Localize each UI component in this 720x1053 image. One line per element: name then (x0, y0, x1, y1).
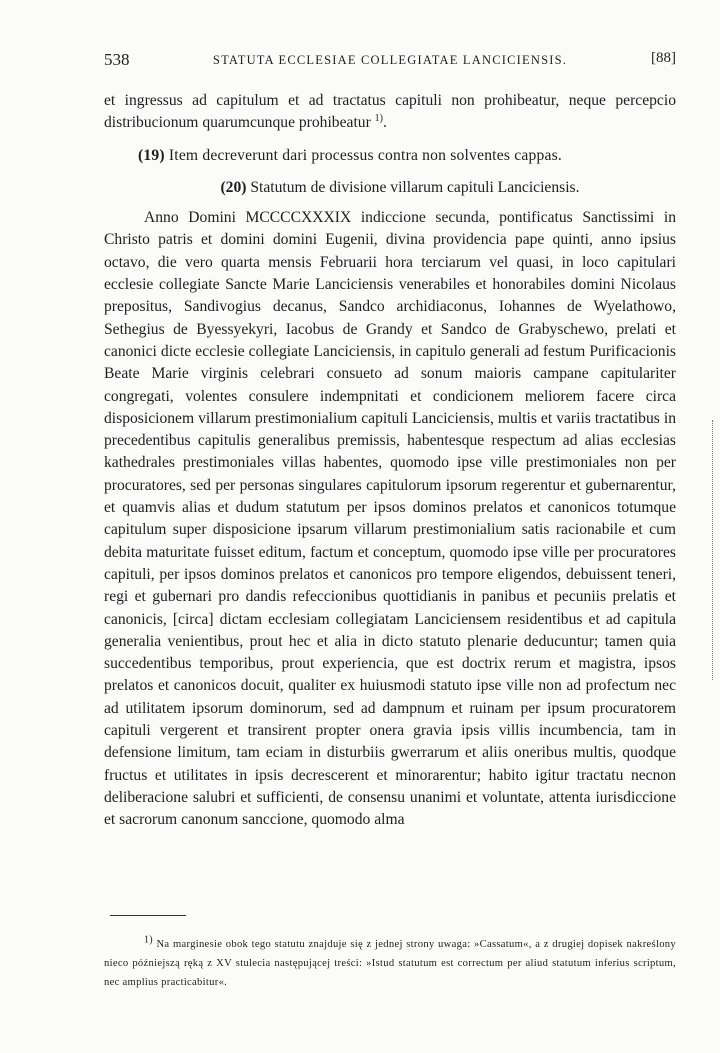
scan-edge-marks (712, 420, 716, 680)
page-number: 538 (104, 50, 130, 69)
section-heading-20: (20) Statutum de divisione villarum capituli Lanciciensis. (220, 178, 580, 196)
statute-paragraph: Anno Domini MCCCCXXXIX indiccione secunda, pontificatus Sanctissimi in Christo patris et domini domini Eugenii, divina providencia pape quinti, anno ipsius octavo, die vero quarta mensis Februarii hora terciarum vel quasi, in loco capitulari ecclesie collegiate Sancte Marie Lanciciensis venerabiles et honorabiles domini Nicolaus prepositus, Sandivogius decanus, Sandco archidiaconus, Iohannes de Wyelathowo, Sethegius de Byessyekyri, Iacobus de Grandy et Sandco de Grabyschewo, prelati et canonici dicte ecclesie collegiate Lanciciensis, in capitulo generali ad festum Purificacionis Beate Marie virginis celebrari consueto ad sonum maioris campane capitulariter congregati, volentes consulere indempnitati et condicionem meliorem facere circa disposicionem villarum prestimonialium capituli Lanciciensis, multis et variis tractatibus in precedentibus capitulis generalibus premissis, habentesque respectum ad alias ecclesias kathedrales prestimoniales villas habentes, quomodo ipse ville prestimoniales non per procuratores, sed per personas singulares capitulorum ipsorum regerentur et gubernarentur, et quamvis alias et dudum statutum per ipsos dominos prelatos et canonicos totumque capitulum super disposicione ipsarum villarum prestimonialium satis racionabile et cum debita maturitate fuisset editum, factum et conceptum, quomodo ipse ville per procuratores capituli, per ipsos dominos prelatos et canonicos pro tempore eligendos, debuissent teneri, regi et gubernari pro dandis refeccionibus quottidianis in panibus et pecuniis prelatis et canonicis, [circa] dictam ecclesiam collegiatam Lanciciensem residentibus et ad capitula generalia venientibus, prout hec et alia in dicto statuto plenarie deducuntur; tamen quia succedentibus temporibus, prout experiencia, que est doctrix rerum et magistra, ipsos prelatos et canonicos docuit, qualiter ex huiusmodi statuto ipse ville non ad profectum nec ad utilitatem ipsorum dominorum, sed ad dampnum et ruinam per ipsum procuratorem capituli vergerent et transirent propter onera gravia ipsis villis incumbencia, tam in defensione limitum, tam eciam in disturbiis gwerrarum et aliis oneribus multis, quodque fructus et utilitates in ipsis decrescerent et minorarentur; habito igitur tractatu necnon deliberacione salubri et sufficienti, de consensu unanimi et voluntate, attenta iurisdiccione et sacrorum canonum sanccione, quomodo alma (104, 209, 676, 829)
footnote-marker: 1) (144, 934, 153, 946)
item-number: (19) (138, 146, 165, 164)
footnote-reference: 1) (374, 113, 384, 125)
section-number: [88] (651, 50, 676, 66)
running-title: STATUTA ECCLESIAE COLLEGIATAE LANCICIENSIS. (212, 53, 568, 67)
item-19: (19) Item decreverunt dari processus contra non solventes cappas. (138, 146, 562, 164)
item-number: (20) (220, 178, 247, 196)
running-header (104, 50, 676, 72)
paragraph-continuation: et ingressus ad capitulum et ad tractatus capituli non prohibeatur, neque percepcio distribucionum quarumcunque prohibeatur $^{1)}$. (104, 92, 676, 132)
footnote (104, 935, 676, 992)
footnote-text: Na marginesie obok tego statutu znajduje się z jednej strony uwaga: »Cassatum«, a z drugiej dopisek nakreślony nieco późniejszą ręką z XV stulecia następującej treści: »Istud statutum est correctum per aliud statutum inferius scriptum, nec amplius practicabitur«. (104, 939, 676, 988)
footnote-divider (110, 915, 186, 916)
main-text (104, 90, 676, 832)
